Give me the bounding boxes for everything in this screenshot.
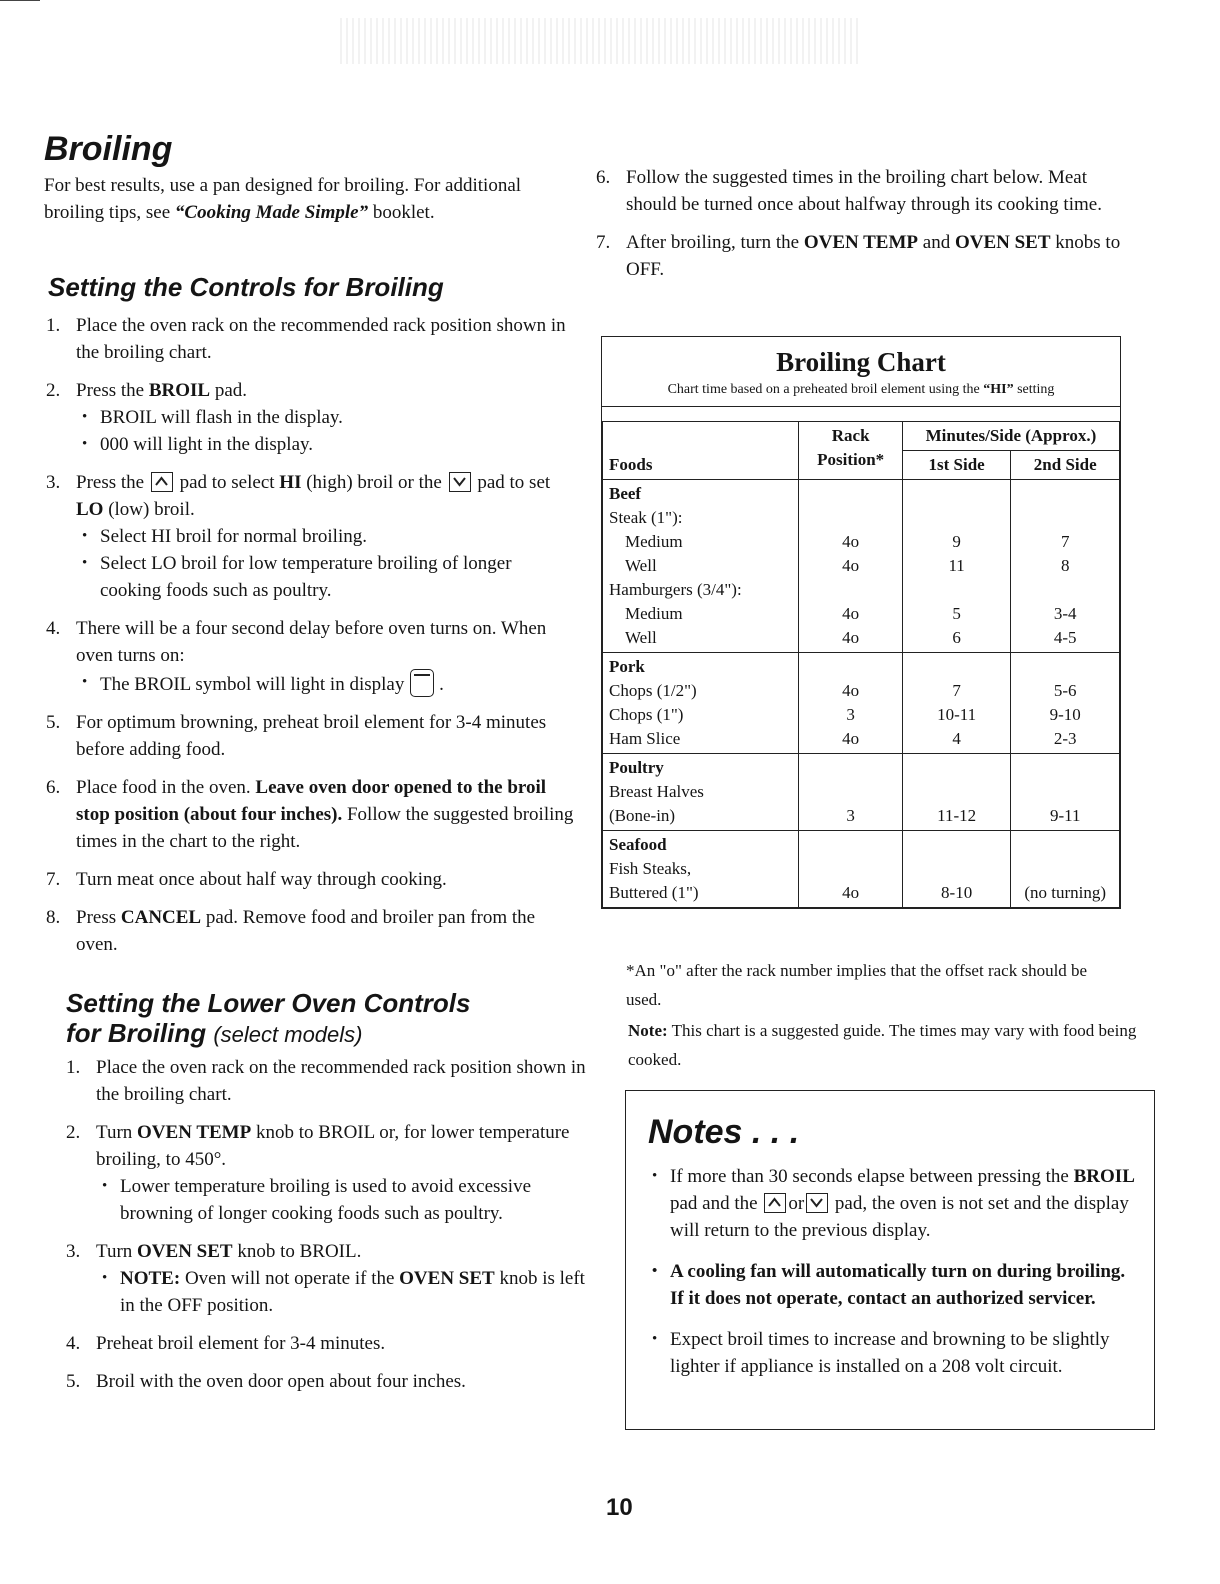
step-4-bullets xyxy=(76,669,576,698)
chart-value: 9 xyxy=(952,532,961,551)
intro-text-b: booklet. xyxy=(368,202,435,223)
chart-value: 8 xyxy=(1060,556,1070,575)
note-item-2: • A cooling fan will automatically turn on during broiling. If it does not operate, contact an authorized servicer. xyxy=(646,1258,1136,1312)
chart-cell-rack xyxy=(799,831,902,908)
controls-steps xyxy=(46,312,576,969)
chart-value: 4o xyxy=(842,532,860,551)
chart-value: Medium xyxy=(625,532,683,551)
controls-step-3: 3. Press the pad to select HI (high) broil or the pad to set LO (low) broil. • Select HI broil for normal broiling. • Select LO broil for low temperature broiling of longer cooking foods such as poultry. xyxy=(46,469,576,604)
lower-steps xyxy=(66,1054,591,1406)
chart-value: 4o xyxy=(842,628,860,647)
note-item-3: • Expect broil times to increase and browning to be slightly lighter if appliance is installed on a 208 volt circuit. xyxy=(646,1326,1136,1380)
chart-subtitle: Chart time based on a preheated broil element using the “HI” setting xyxy=(667,382,1055,397)
chart-value: 10-11 xyxy=(937,705,977,724)
chart-value: 2-3 xyxy=(1053,729,1077,748)
col-foods: Foods xyxy=(603,422,799,480)
chart-cell-food xyxy=(603,480,799,653)
chart-cell-food xyxy=(603,831,799,908)
corner-rule xyxy=(0,0,40,1)
chart-value: Well xyxy=(625,628,657,647)
chart-group xyxy=(603,653,1120,754)
lower-heading-line-2: for Broiling (select models) xyxy=(66,1018,363,1048)
note-item-1: • If more than 30 seconds elapse between pressing the BROIL pad and the or pad, the oven is not set and the display will return to the previous display. xyxy=(646,1163,1136,1244)
chart-value xyxy=(805,857,895,881)
chart-group-name: Poultry xyxy=(609,758,664,777)
chart-cell-rack xyxy=(799,653,902,754)
scan-header-artifact xyxy=(340,18,860,64)
col-first-side: 1st Side xyxy=(902,451,1011,480)
chart-cell-first xyxy=(902,831,1011,908)
chart-value xyxy=(909,780,1005,804)
chart-cell-second xyxy=(1011,653,1120,754)
bullet-item: • Select HI broil for normal broiling. xyxy=(76,523,576,550)
chart-body xyxy=(603,480,1120,908)
chart-value: Hamburgers (3/4"): xyxy=(609,580,742,599)
up-arrow-key-icon xyxy=(764,1193,786,1213)
chart-group xyxy=(603,754,1120,831)
chart-value xyxy=(805,578,895,602)
intro-booklet: “Cooking Made Simple” xyxy=(174,202,369,223)
chart-cell-first xyxy=(902,480,1011,653)
right-step-6: 6. Follow the suggested times in the broiling chart below. Meat should be turned once about halfway through its cooking time. xyxy=(596,167,1102,215)
chart-value: (no turning) xyxy=(1024,883,1107,902)
chart-value: 5 xyxy=(952,604,961,623)
chart-value: Fish Steaks, xyxy=(609,859,692,878)
broil-display-icon xyxy=(410,669,434,697)
chart-value xyxy=(909,857,1005,881)
controls-step-8: 8. Press CANCEL pad. Remove food and broiler pan from the oven. xyxy=(46,907,536,955)
chart-group xyxy=(603,480,1120,653)
right-steps xyxy=(596,164,1121,294)
lower-heading xyxy=(66,988,470,1050)
chart-value: 5-6 xyxy=(1053,681,1077,700)
notes-box xyxy=(625,1090,1155,1430)
notes-list xyxy=(646,1163,1136,1380)
chart-value: Chops (1") xyxy=(609,705,684,724)
lower-heading-note: (select models) xyxy=(213,1022,363,1047)
chart-cell-rack xyxy=(799,480,902,653)
chart-cell-rack xyxy=(799,754,902,831)
chart-value: 3-4 xyxy=(1053,604,1077,623)
chart-cell-food xyxy=(603,754,799,831)
col-rack: Rack Position* xyxy=(799,422,902,480)
page-number: 10 xyxy=(606,1494,633,1521)
chart-value xyxy=(1017,578,1113,602)
chart-value: 8-10 xyxy=(941,883,973,902)
step-2-bullets xyxy=(76,404,576,458)
up-arrow-key-icon xyxy=(151,472,173,492)
chart-value xyxy=(909,578,1005,602)
lower-step-2: 2. Turn OVEN TEMP knob to BROIL or, for lower temperature broiling, to 450°. • Lower temperature broiling is used to avoid excessive browning of longer cooking foods such as poultry. xyxy=(66,1119,591,1227)
chart-group-name: Beef xyxy=(609,484,642,503)
intro-text-a: For best results, use a pan designed for broiling. For additional broiling tips, see xyxy=(44,175,522,223)
chart-note-text: This chart is a suggested guide. The times may vary with food being cooked. xyxy=(628,1021,1137,1069)
chart-value: Breast Halves xyxy=(609,782,704,801)
controls-step-1: 1. Place the oven rack on the recommended rack position shown in the broiling chart. xyxy=(46,315,566,363)
chart-value: 4o xyxy=(842,556,860,575)
chart-value: Medium xyxy=(625,604,683,623)
chart-value xyxy=(1017,506,1113,530)
lower-step-2-bullets xyxy=(96,1173,591,1227)
chart-value: 4-5 xyxy=(1053,628,1077,647)
bullet-item: • 000 will light in the display. xyxy=(76,431,576,458)
chart-cell-food xyxy=(603,653,799,754)
chart-value: 4o xyxy=(842,604,860,623)
chart-value: Steak (1"): xyxy=(609,508,683,527)
chart-cell-first xyxy=(902,653,1011,754)
controls-heading: Setting the Controls for Broiling xyxy=(48,272,444,302)
chart-value xyxy=(1017,857,1113,881)
bullet-item: • BROIL will flash in the display. xyxy=(76,404,576,431)
right-step-7: 7. After broiling, turn the OVEN TEMP and OVEN SET knobs to OFF. xyxy=(596,232,1121,280)
chart-value: Chops (1/2") xyxy=(609,681,697,700)
chart-cell-second xyxy=(1011,480,1120,653)
notes-title: Notes . . . xyxy=(648,1113,800,1151)
broiling-chart xyxy=(601,336,1121,909)
chart-value: 4 xyxy=(952,729,961,748)
step-3-bullets xyxy=(76,523,576,604)
page-title: Broiling xyxy=(44,130,173,168)
chart-value: Well xyxy=(625,556,657,575)
chart-value: 7 xyxy=(1060,532,1070,551)
lower-step-5: 5. Broil with the oven door open about four inches. xyxy=(66,1371,466,1392)
chart-value: 11 xyxy=(948,556,965,575)
chart-value xyxy=(805,506,895,530)
chart-value xyxy=(909,506,1005,530)
chart-value: 4o xyxy=(842,681,860,700)
chart-table xyxy=(602,421,1120,908)
controls-step-7: 7. Turn meat once about half way through cooking. xyxy=(46,869,447,890)
chart-group-name: Pork xyxy=(609,657,645,676)
chart-value xyxy=(1017,780,1113,804)
lower-step-3: 3. Turn OVEN SET knob to BROIL. • NOTE: Oven will not operate if the OVEN SET knob is left in the OFF position. xyxy=(66,1238,591,1319)
col-second-side: 2nd Side xyxy=(1011,451,1120,480)
lower-step-3-bullets xyxy=(96,1265,591,1319)
chart-footnote: *An "o" after the rack number implies that the offset rack should be used. xyxy=(626,961,1088,1009)
chart-value: 7 xyxy=(952,681,961,700)
controls-step-6: 6. Place food in the oven. Leave oven door opened to the broil stop position (about four inches). Follow the suggested broiling times in the chart to the right. xyxy=(46,777,574,852)
controls-step-2: 2. Press the BROIL pad. • BROIL will flash in the display. • 000 will light in the display. xyxy=(46,377,576,458)
chart-value: 4o xyxy=(842,883,860,902)
bullet-item: • NOTE: Oven will not operate if the OVEN SET knob is left in the OFF position. xyxy=(96,1265,591,1319)
lower-step-1: 1. Place the oven rack on the recommended rack position shown in the broiling chart. xyxy=(66,1057,586,1105)
chart-cell-second xyxy=(1011,754,1120,831)
chart-value: 3 xyxy=(846,705,855,724)
chart-cell-second xyxy=(1011,831,1120,908)
controls-step-4: 4. There will be a four second delay before oven turns on. When oven turns on: • The BROIL symbol will light in display . xyxy=(46,615,576,698)
down-arrow-key-icon xyxy=(806,1193,828,1213)
chart-header xyxy=(602,337,1120,407)
down-arrow-key-icon xyxy=(449,472,471,492)
chart-value: 9-10 xyxy=(1049,705,1081,724)
chart-value: 9-11 xyxy=(1049,806,1081,825)
bullet-item: • The BROIL symbol will light in display . xyxy=(76,669,576,698)
controls-step-5: 5. For optimum browning, preheat broil element for 3-4 minutes before adding food. xyxy=(46,712,547,760)
chart-group xyxy=(603,831,1120,908)
chart-value: (Bone-in) xyxy=(609,806,676,825)
chart-cell-first xyxy=(902,754,1011,831)
chart-note-label: Note: xyxy=(628,1021,668,1040)
chart-value: Buttered (1") xyxy=(609,883,699,902)
chart-group-name: Seafood xyxy=(609,835,667,854)
chart-value: 11-12 xyxy=(937,806,977,825)
chart-note xyxy=(628,1016,1138,1074)
chart-value: 3 xyxy=(846,806,855,825)
chart-value: 4o xyxy=(842,729,860,748)
chart-value: 6 xyxy=(952,628,961,647)
chart-value: Ham Slice xyxy=(609,729,681,748)
chart-value xyxy=(805,780,895,804)
bullet-item: • Select LO broil for low temperature broiling of longer cooking foods such as poultry. xyxy=(76,550,576,604)
bullet-item: • Lower temperature broiling is used to avoid excessive browning of longer cooking foods such as poultry. xyxy=(96,1173,591,1227)
chart-title: Broiling Chart xyxy=(776,347,946,377)
col-minutes: Minutes/Side (Approx.) xyxy=(902,422,1119,451)
lower-heading-line-1: Setting the Lower Oven Controls xyxy=(66,988,471,1018)
lower-step-4: 4. Preheat broil element for 3-4 minutes. xyxy=(66,1333,386,1354)
intro-paragraph xyxy=(44,172,569,226)
